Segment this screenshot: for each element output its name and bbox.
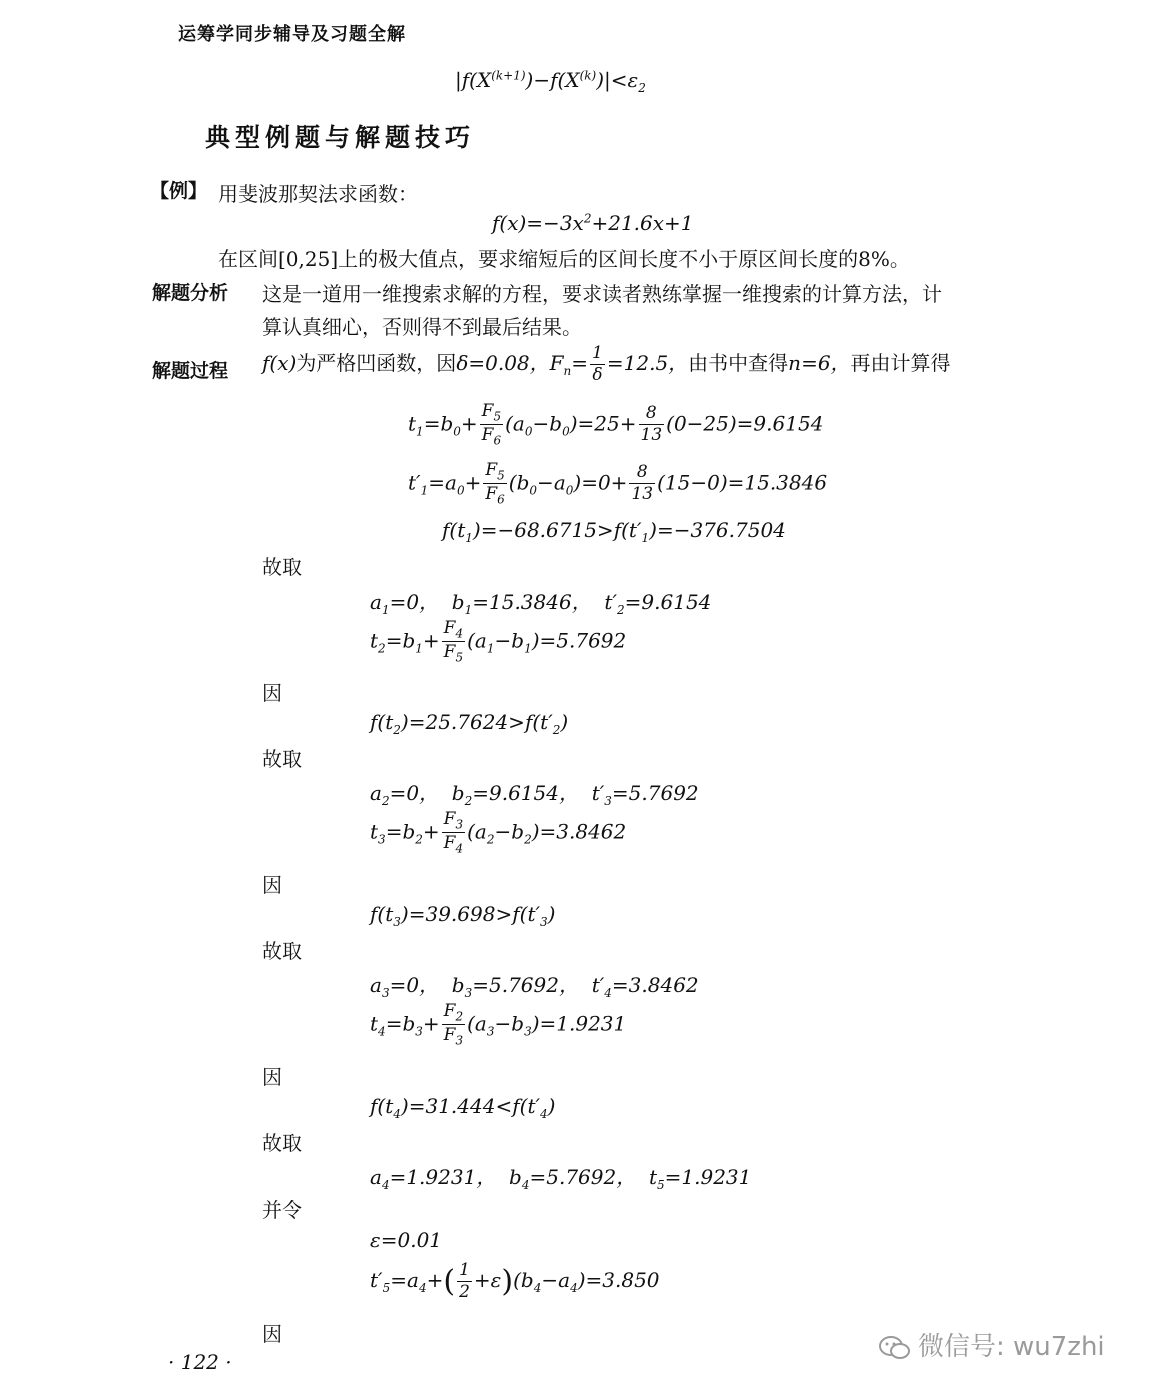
step-f3: $f(t_3)=39.698>f(t'_3)$ — [370, 902, 556, 929]
step-a2: $a_2=0$， $b_2=9.6154$， $t'_3=5.7692$ — [370, 781, 699, 808]
top-formula: $|f(X^{(k+1)})-f(X^{(k)})|<\varepsilon_2$ — [455, 68, 646, 95]
running-title: 运筹学同步辅导及习题全解 — [178, 24, 406, 45]
example-condition: 在区间[0,25]上的极大值点，要求缩短后的区间长度不小于原区间长度的8%。 — [218, 247, 910, 271]
step-f1: $f(t_1)=-68.6715>f(t'_1)=-376.7504$ — [442, 518, 786, 545]
keyword-yin-4: 因 — [262, 1322, 282, 1346]
step-epsilon: ε=0.01 — [370, 1228, 443, 1252]
process-intro: f(x)为严格凹函数，因δ=0.08，$F_n=$ $\frac{1}{\delta}$ =12.5，由书中查得n=6，再由计算得 — [262, 343, 951, 385]
step-t1: $t_1=b_0+$ $\frac{F_5}{F_6}$ $(a_0-b_0)=25+$ $\frac{8}{13}$ (0−25)=9.6154 — [408, 401, 824, 448]
step-t5-prime: $t'_5=a_4+$( $\frac{1}{2}$ $+\varepsilon)(b_4-a_4)=3.850$ — [370, 1260, 660, 1302]
step-t1-prime: $t'_1=a_0+$ $\frac{F_5}{F_6}$ $(b_0-a_0)=0+$ $\frac{8}{13}$ (15−0)=15.3846 — [408, 460, 828, 507]
step-a4: $a_4=1.9231$， $b_4=5.7692$， $t_5=1.9231$ — [370, 1165, 752, 1192]
analysis-line-2: 算认真细心，否则得不到最后结果。 — [262, 315, 582, 339]
step-a3: $a_3=0$， $b_3=5.7692$， $t'_4=3.8462$ — [370, 973, 699, 1000]
step-f4: $f(t_4)=31.444<f(t'_4)$ — [370, 1094, 556, 1121]
step-t3: $t_3=b_2+$ $\frac{F_3}{F_4}$ $(a_2-b_2)=3.8462$ — [370, 809, 627, 856]
section-title: 典型例题与解题技巧 — [205, 123, 476, 152]
analysis-line-1: 这是一道用一维搜索求解的方程，要求读者熟练掌握一维搜索的计算方法，计 — [262, 282, 942, 306]
keyword-yin-1: 因 — [262, 681, 282, 705]
keyword-yin-3: 因 — [262, 1065, 282, 1089]
analysis-label: 解题分析 — [152, 282, 229, 304]
keyword-guqu-4: 故取 — [262, 1131, 302, 1155]
watermark-text: 微信号: wu7zhi — [918, 1332, 1105, 1362]
keyword-guqu-3: 故取 — [262, 939, 302, 963]
keyword-bingling: 并令 — [262, 1198, 302, 1222]
example-prompt: 用斐波那契法求函数： — [218, 182, 418, 206]
example-tag: 【例】 — [150, 180, 208, 202]
process-label: 解题过程 — [152, 360, 229, 382]
step-a1: $a_1=0$， $b_1=15.3846$， $t'_2=9.6154$ — [370, 590, 712, 617]
wechat-icon — [878, 1334, 912, 1362]
watermark — [878, 1326, 1105, 1363]
keyword-yin-2: 因 — [262, 873, 282, 897]
example-function: $f(x)=-3x^2+21.6x+1$ — [492, 211, 694, 235]
step-t4: $t_4=b_3+$ $\frac{F_2}{F_3}$ $(a_3-b_3)=1.9231$ — [370, 1001, 627, 1048]
step-t2: $t_2=b_1+$ $\frac{F_4}{F_5}$ $(a_1-b_1)=5.7692$ — [370, 618, 627, 665]
step-f2: $f(t_2)=25.7624>f(t'_2)$ — [370, 710, 569, 737]
page-number: · 122 · — [168, 1350, 232, 1374]
keyword-guqu-1: 故取 — [262, 555, 302, 579]
keyword-guqu-2: 故取 — [262, 747, 302, 771]
